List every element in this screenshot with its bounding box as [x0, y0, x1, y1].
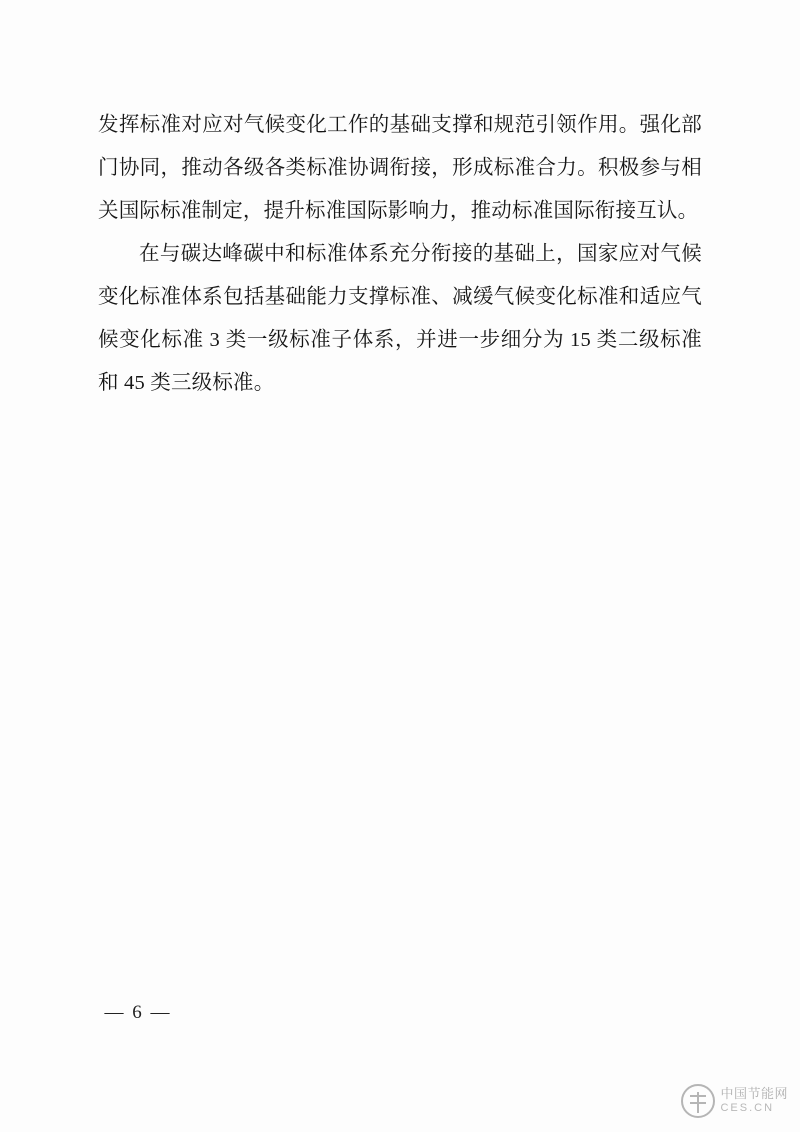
watermark: [681, 1084, 788, 1118]
document-body: [98, 104, 702, 405]
page-number: — 6 —: [104, 1002, 172, 1023]
watermark-text: [720, 1087, 788, 1115]
circle-logo-icon: [681, 1084, 715, 1118]
watermark-english-label: CES.CN: [720, 1102, 775, 1115]
watermark-chinese-label: 中国节能网: [720, 1086, 788, 1102]
page-footer: [0, 1002, 800, 1024]
paragraph-2: 在与碳达峰碳中和标准体系充分衔接的基础上，国家应对气候变化标准体系包括基础能力支撑标准、减缓气候变化标准和适应气候变化标准 3 类一级标准子体系，并进一步细分为 15 类二级标准和 45 类三级标准。: [98, 243, 702, 394]
paragraph-1: 发挥标准对应对气候变化工作的基础支撑和规范引领作用。强化部门协同，推动各级各类标准协调衔接，形成标准合力。积极参与相关国际标准制定，提升标准国际影响力，推动标准国际衔接互认。: [98, 114, 702, 222]
